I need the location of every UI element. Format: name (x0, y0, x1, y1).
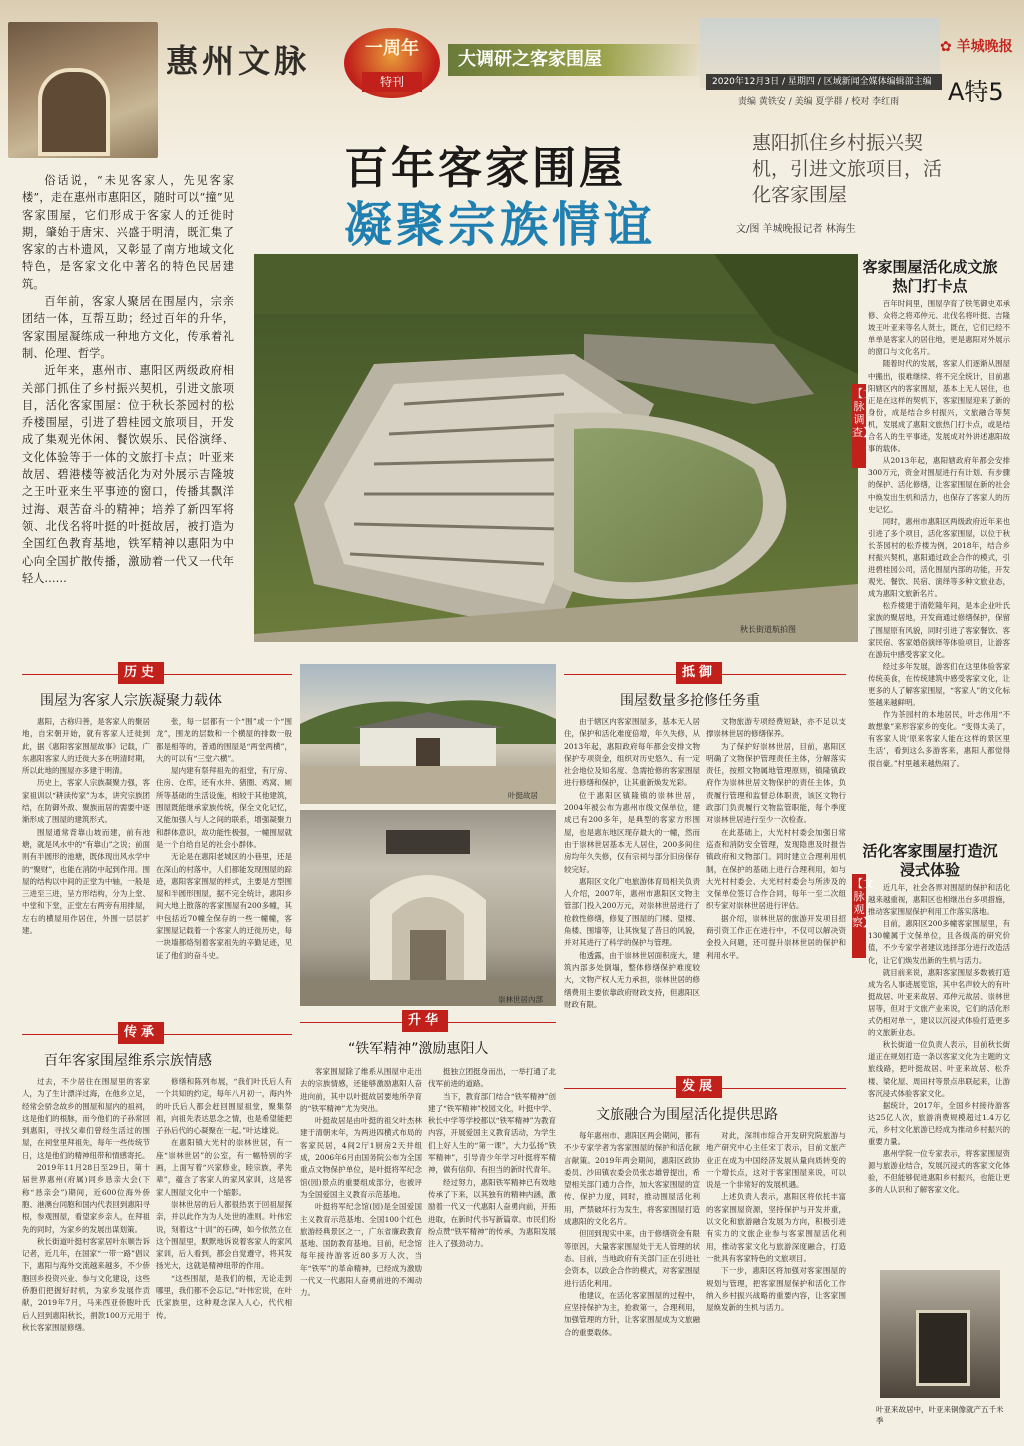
inherit-paragraph: 过去，不少居住在围屋里的客家人，为了生计漂洋过海，在他乡立足，经常会骄念故乡的围屋和屋内的祖祠，这是他们的根脉，而今他们的子孙常回到惠阳，寻找父辈们曾经生活过的围屋，在祠堂里拜祖先，每年一些传统节日，这是他们的精神纽带和情感寄托。 (22, 1077, 150, 1160)
main-photo-caption: 秋长街道航拍图 (740, 625, 796, 634)
sublime-paragraph: 叶挺将军纪念馆(园)是全国爱国主义教育示范基地、全国100个红色旅游经典景区之一，广东省廉政教育基地、国防教育基地。目前，纪念馆每年接待游客近80多万人次，当年“铁军”的革命精神，已经成为激励一代又一代惠阳人奋勇前进的不竭动力。 (300, 1202, 422, 1298)
sublime-title: “铁军精神”激励惠阳人 (348, 1041, 489, 1057)
editor-credits: 责编 黄铁安 / 美编 夏学群 / 校对 李红雨 (738, 97, 900, 107)
sublime-paragraph: 挺独立团挺身而出，一举打通了北伐军前进的道路。 (428, 1067, 556, 1089)
vertical-label-survey: 【文脉调查】 (852, 384, 866, 468)
lead-paragraph: 近年来，惠州市、惠阳区两级政府相关部门抓住了乡村振兴契机，引进文旅项目，活化客家围屋：位于秋长茶园村的松乔楼围屋，引进了碧桂园文旅项目，开发成了集观光休闲、餐饮娱乐、民俗演绎、文化体验等于一体的文旅打卡点；叶亚来故居、碧港楼等被活化为对外展示吉隆坡之王叶亚来生平事迹的窗口，传播其飘洋过海、艰苦奋斗的精神；培养了新四军将领、北伐名将叶挺的叶挺故居，被打造为全国红色教育基地，铁军精神以惠阳为中心向全国扩散传播，激励着一代又一代年轻人…… (22, 364, 234, 585)
headline-line1: 百年客家围屋 (344, 143, 626, 194)
sublime-paragraph: 当下，教育部门结合“铁军精神”创建了“铁军精神”校园文化，叶挺中学、秋长中学等学校都以“铁军精神”为教育内容，开展爱国主义教育活动，为学生们上好人生的“第一课”，大力弘扬“铁军精神”，引导青少年学习叶挺将军精神，做有信仰、有担当的新时代青年。 (428, 1091, 556, 1175)
lead-paragraph: 百年前，客家人聚居在围屋内，宗亲团结一体，互帮互助；经过百年的升华，客家围屋凝练成一种地方文化，传承着礼制、伦理、哲学。 (22, 295, 234, 360)
develop-paragraph: 上述负责人表示，惠阳区将依托丰富的客家围屋资源，坚持保护与开发并重，以文化和旅游融合发展为方向，积极引进有实力的文旅企业参与客家围屋活化利用，推动客家文化与旅游深度融合，打造一批具有客家特色的文旅项目。 (706, 1192, 846, 1263)
inherit-col-1 (22, 1076, 150, 1436)
history-paragraph: 屋内建有祭拜祖先的祖堂，有厅房、住房、仓库，还有水井、猪圈、鸡窝、厕所等基础的生活设施，相较于其他建筑，围屋既能继承家族传统，保全文化记忆，又能加强人与人之间的联系，增强凝聚力和群体意识，故功能性极强，一幢围屋就是一个自给自足的社会小群体。 (156, 766, 292, 849)
right-paragraph: 随着时代的发展，客家人们逐渐从围屋中搬出，很难继续、将不完全统计，目前惠阳辖区内的客家围屋，基本上无人居住，也正是在这样的契机下，客家围屋迎来了新的身份，成是结合乡村振兴，文旅融合等契机，发展成了惠阳文旅热门打卡点，或是结合名人的生平事迹，发展成对外讲述惠阳故事的载体。 (868, 359, 1010, 454)
sublime-col-1 (300, 1066, 422, 1436)
develop-paragraph: 他建议，在活化客家围屋的过程中，应坚持保护为主，抢救第一，合理利用，加强管理的方针，让客家围屋成为文旅融合的重要载体。 (564, 1290, 700, 1337)
right-paragraph: 作为茶园村的本地居民，叶志伟用“不敢想象”来形容家乡的变化。“变得太美了，有客家人说‘原来客家人能在这样的景区里生活’，看到这么多游客来，惠阳人都觉得很自豪。”村里越来越热闹了。 (868, 710, 1010, 768)
gate-art (300, 810, 556, 1006)
rescue-col-2 (706, 716, 846, 1058)
history-badge: 历史 (118, 662, 164, 684)
rescue-title: 围屋数量多抢修任务重 (620, 693, 760, 709)
right-paragraph: 近几年，社会各界对围屋的保护和活化越来越重视，惠阳区也相继出台多项措施，推动客家围屋保护利用工作落实落地。 (868, 883, 1010, 917)
history-col-2 (156, 716, 292, 1016)
sublime-col-2 (428, 1066, 556, 1436)
rescue-paragraph: 他透露，由于崇林世居面积庞大，建筑内部多处倒塌，整体修缮保护难度较大，文物产权人无力承担，崇林世居的修缮费用主要依靠政府财政支持，但惠阳区财政有限。 (564, 950, 700, 1009)
develop-paragraph: 但回到现实中来，由于修缮资金有限等原因，大量客家围屋处于无人管理的状态。目前，当地政府有关部门正在引进社会资本，以政企合作的模式，对客家围屋进行活化利用。 (564, 1229, 700, 1288)
vertical-label-observe: 【文脉观察】 (852, 874, 866, 958)
anniversary-label: 一周年 (365, 38, 419, 59)
bronze-statue-photo (880, 1270, 1000, 1398)
right-paragraph: 就目前来说，惠阳客家围屋多数被打造成为名人事迹展览馆，其中名声较大的有叶挺故居、叶亚来故居、邓仲元故居、崇林世居等，但对于文旅产业来说，它们的活化形式仍相对单一，建议以沉浸式体验打造更多的文旅新业态。 (868, 967, 1010, 1038)
right-paragraph: 惠州学院一位专家表示，将客家围屋资源与旅游业结合，发展沉浸式的客家文化体验，不但能够促进惠阳乡村振兴，也能让更多的人认识和了解客家文化。 (868, 1149, 1010, 1195)
survey-tag: 大调研之客家围屋 (448, 44, 704, 76)
ye-ting-house-photo (300, 664, 556, 804)
sublime-paragraph: 客家围屋除了维系从围屋中走出去的宗族情感，还能够激励惠阳人奋进向前，其中以叶挺故居要地所孕育的“铁军精神”尤为突出。 (300, 1067, 422, 1113)
inherit-badge: 传承 (118, 1022, 164, 1044)
column-title: 惠州文脉 (166, 42, 311, 80)
develop-badge: 发展 (676, 1076, 722, 1098)
sublime-badge: 升华 (402, 1010, 448, 1032)
inherit-paragraph: 修缮和陈列布展，“我们叶氏后人有一个共知的约定，每年八月初一，海内外的叶氏后人都会赶回围屋祖堂，聚集祭祖，向祖先表达思念之情，也是希望能把子孙后代的心凝聚在一起。”叶达雄说。 (156, 1077, 292, 1136)
page-number: A特5 (948, 78, 1004, 106)
newspaper-logo (940, 36, 1020, 60)
lead-paragraph: 俗话说，“未见客家人，先见客家楼”，走在惠州市惠阳区，随时可以“撞”见客家围屋，它们形成于客家人的迁徙时期，肇始于唐宋、兴盛于明清，既汇集了客家的古朴遗风，又彰显了南方地域文化特色，是客家文化中著名的特色民居建筑。 (22, 174, 234, 291)
rescue-paragraph: 惠阳区文化广电旅游体育局相关负责人介绍，2007年，惠州市惠阳区文物主管部门投入200万元，对崇林世居进行了抢救性修缮，修复了围屋的门楼、望楼、角楼、围墙等，让其恢复了昔日的风貌，并对其进行了科学的保护与管理。 (564, 876, 700, 948)
right-title-2: 活化客家围屋打造沉浸式体验 (862, 842, 998, 879)
rescue-paragraph: 为了保护好崇林世居，目前，惠阳区明确了文物保护管理责任主体，分解落实责任，按照文物属地管理原则，镇隆镇政府作为崇林世居文物保护的责任主体，负责履行管理和监督总体职责，该区文物行政部门负责履行文物监管职能，每个季度对崇林世居进行至少一次检查。 (706, 741, 846, 825)
sublime-paragraph: 经过努力，惠阳铁军精神已有效地传承了下来，以其独有的精神内涵，激励着一代又一代惠阳人奋勇向前，开拓进取，在新时代书写新篇章。市民们纷纷点赞“铁军精神”的传承，为惠阳发展注入了强劲动力。 (428, 1177, 556, 1249)
house-art (300, 664, 556, 804)
right-paragraph: 从2013年起，惠阳辖政府年都会安排300万元，资金对围屋进行有计划、有步骤的保护、活化修缮，让客家围屋在新的社会中焕发出生机和活力，也保存了客家人的历史记忆。 (868, 456, 1010, 514)
right-paragraph: 百年时间里，围屋孕育了铁笔御史邓承修、众将之将邓仲元、北伐名将叶挺、吉隆坡王叶亚来等名人贤士，既在，它们已经不单单是客家人的居住地，更是惠阳对外展示的窗口与文化名片。 (868, 299, 1010, 357)
develop-paragraph: 对此，深圳市综合开发研究院旅游与地产研究中心主任宋丁表示，目前文旅产业正在成为中国经济发展从量向质转变的一个增长点，这对于客家围屋来说，可以说是一个非常好的发展机遇。 (706, 1131, 846, 1190)
chonglin-gate-photo (300, 810, 556, 1006)
inherit-paragraph: 秋长街道叶挺村客家居叶东顺告诉记者，近几年，在国家“一带一路”倡议下，惠阳与海外交流越来越多，不少侨胞回乡投资兴业、参与文化建设，这些侨胞们把握好时机，为家乡发展作贡献，2019年7月，马来西亚侨胞叶氏后人回到惠阳秋长，捐款100万元用于秋长客家围屋修缮。 (22, 1236, 150, 1332)
rescue-col-1 (564, 716, 700, 1058)
right-paragraph: 同时，惠州市惠阳区两级政府近年来也引进了多个项目，活化客家围屋，以位于秋长茶园村的松乔楼为例，2018年，结合乡村振兴契机，惠阳通过政企合作的模式，引进碧桂园公司，活化围屋内部的功能，开发观光、餐饮、民宿、演绎等多种文旅业态，成为惠阳文旅新名片。 (868, 516, 1010, 599)
right-title-1: 客家围屋活化成文旅热门打卡点 (862, 258, 998, 295)
history-paragraph: 张，每一层都有一个“围”或一个“围龙”，围龙的层数和一个横屋的排数一般都是相等的，普通的围屋是“两堂两横”，大的可以有“三堂六横”。 (156, 717, 292, 763)
right-column-text-1 (868, 298, 1010, 800)
history-paragraph: 无论是在惠阳老城区的小巷里，还是在深山的村落中，人们都能发现围屋的踪迹，惠阳客家围屋的样式，主要是方型围屋和半圆形围屋，据不完全统计，惠阳乡间大地上散落的客家围屋有200多幢，其中包括近70幢全保存的一些一幢幢，客家围屋记载着一个客家人的迁徙历史，每一块墙都烙刻着客家祖先的辛勤足迹，见证了他们的奋斗史。 (156, 852, 292, 960)
history-paragraph: 围屋通常背靠山坡而建，前有池塘，就是风水中的“有靠山”之说；前面则有半圆形的池塘，既体现出风水学中的“聚财”，也能在消防中起到作用。围屋的结构以中间的正堂为中轴，一般是三进至三进，呈方形结构，分为上堂、中堂和下堂，正堂左右两旁有用排屋，左右的横屋用作居住，外围一层层扩建。 (22, 827, 150, 936)
right-column-text-2 (868, 882, 1010, 1266)
aerial-photo-art (254, 254, 858, 642)
develop-title: 文旅融合为围屋活化提供思路 (596, 1107, 778, 1123)
gate-photo-caption: 崇林世居內部 (498, 995, 543, 1004)
rescue-paragraph: 文物旅游专项经费短缺，亦不足以支撑崇林世居的修缮保养。 (706, 717, 846, 739)
rescue-paragraph: 在此基础上，大光村村委会加强日常巡查和消防安全管理，发现隐患及时报告镇政府和文物部门。同时建立合理利用机制，在保护的基础上进行合理利用，如与大光村村委会、大光村村委会与所涉及的文保单位签订合作合同，每年一至二次组织专家对崇林世居进行评估。 (706, 827, 846, 911)
masthead-photo (8, 22, 158, 158)
right-paragraph: 松乔楼建于清乾隆年间，是本企业叶氏家族的聚居地，开发商通过修缮保护，保留了围屋原有风貌，同时引进了客家餐饮、客家民宿、客家婚俗演绎等体验项目，让游客在游玩中感受客家文化。 (868, 601, 1010, 659)
right-paragraph: 经过多年发展，游客们在这里体验客家传统美食，在传统建筑中感受客家文化，让更多的人了解客家围屋，“客家人”的文化标签越来越鲜明。 (868, 661, 1010, 708)
inherit-title: 百年客家围屋维系宗族情感 (44, 1053, 212, 1069)
dateline: 2020年12月3日 / 星期四 / 区域新闻全媒体编辑部主编 (706, 74, 942, 90)
sublime-paragraph: 叶挺故居是由叶挺的祖父叶杰林建于清朝末年，为两进四横式布局的客家民居，4间2厅1厨房2天井组成，2006年6月由国务院公布为全国重点文物保护单位，是叶挺将军纪念馆(园)景点的重要组成部分，也被评为全国爱国主义教育示范基地。 (300, 1116, 422, 1199)
inherit-col-2 (156, 1076, 292, 1436)
subheadline: 惠阳抓住乡村振兴契机，引进文旅项目，活化客家围屋 (752, 132, 943, 206)
history-col-1 (22, 716, 150, 1016)
house-photo-caption: 叶挺故居 (508, 791, 538, 800)
develop-paragraph: 每年惠州市、惠阳区两会期间，都有不少专家学者为客家围屋的保护和活化献言献策。2019年两会期间，惠阳区政协委员、沙田镇农委会员张志雄曾提出，希望相关部门通力合作，加大客家围屋的宣传、保护力度，同时，推动围屋活化利用，严禁破坏行为发生，将客家围屋打造成惠阳的文化名片。 (564, 1131, 700, 1227)
right-paragraph: 秋长街道一位负责人表示，目前秋长街道正在规划打造一条以客家文化为主题的文旅线路，把叶挺故居、叶亚来故居、松乔楼、梁化屋、周田村等景点串联起来，让游客沉浸式体验客家文化。 (868, 1040, 1010, 1098)
right-paragraph: 目前，惠阳区200多幢客家围屋里，有130幢属于文保单位，且各级高的研究价值，不少专家学者建议选择部分进行改造活化，让它们焕发出新的生机与活力。 (868, 919, 1010, 965)
right-photo-caption: 叶亚来故居中，叶亚来铜像就产五千米季 (876, 1405, 1004, 1425)
history-title: 围屋为客家人宗族凝聚力载体 (40, 693, 222, 709)
special-issue-tag: 特刊 (362, 72, 422, 92)
inherit-paragraph: 崇林世居的后人都很热衷于回祖屋探亲，并以此作为为人处世的准则。叶伟宏说，刻着这“十训”的石碑，如今依然立在这个围屋里，默默地诉说着客家人的家风家训，后人看到，都会自觉遵守，将其发扬光大，这就是精神纽带的作用。 (156, 1199, 292, 1271)
inherit-paragraph: 2019年11月28日至29日，第十届世界惠州(府属)同乡恳亲大会(下称“恳亲会”)期间，近600位海外侨胞、港澳台同胞和国内代表回到惠阳寻根，参观围屋，看望家乡亲人，在拜祖先的同时，为家乡的发展出谋划策。 (22, 1163, 150, 1234)
develop-paragraph: 下一步，惠阳区将加强对客家围屋的规划与管理，把客家围屋保护和活化工作纳入乡村振兴战略的重要内容，让客家围屋焕发新的生机与活力。 (706, 1266, 846, 1313)
logo-icon: ✿ (940, 39, 952, 55)
history-paragraph: 惠阳，古称归善，是客家人的聚居地，自宋朝开始，就有客家人迁徙到此，据《惠阳客家围屋故事》记载，广东惠阳客家人的迁徙大多在明清时期，所以此地的围屋亦多建于明清。 (22, 717, 150, 776)
develop-col-1 (564, 1130, 700, 1436)
develop-col-2 (706, 1130, 846, 1436)
history-paragraph: 历史上，客家人宗族凝聚力强，客家祖训以“耕读传家”为本，讲究宗族团结，在防御外敌、聚族而居的需要中逐渐形成了围屋的建筑形式。 (22, 778, 150, 825)
aerial-photo (254, 254, 858, 642)
right-paragraph: 据统计，2017年，全国乡村接待游客达25亿人次，旅游消费规模超过1.4万亿元，乡村文化旅游已经成为推动乡村振兴的重要力量。 (868, 1100, 1010, 1146)
rescue-paragraph: 位于惠阳区镇隆镇的崇林世居，2004年被公布为惠州市级文保单位，建成已有200多年，是典型的客家方形围屋，也是惠东地区现存最大的一幢，然而由于崇林世居基本无人居住，200多间住房均年久失修，仅有宗祠与部分旧房保存较完好。 (564, 790, 700, 874)
inherit-paragraph: 在惠阳镇大光村的崇林世居，有一座“崇林世居”的公室，有一幅特别的字画，上面写着“兴家修业，睦宗族，孝先辈”，蕴含了客家人的家风家训，这是客家人围屋文化中一个缩影。 (156, 1138, 292, 1197)
rescue-paragraph: 由于辖区内客家围屋多，基本无人居住，保护和活化难度倍增，年久失修，从2013年起，惠阳政府每年都会安排文物保护专项资金，组织对历史悠久、有一定社会地位及知名度、急需抢修的客家围屋进行修缮和保护，让其重新焕发光彩。 (564, 717, 700, 788)
rescue-paragraph: 据介绍，崇林世居的旅游开发项目招商引资工作正在进行中，不仅可以解决资金投入问题，还可提升崇林世居的保护和利用水平。 (706, 913, 846, 960)
lead-text (22, 172, 234, 587)
inherit-paragraph: “这些围屋，是我们的根，无论走到哪里，我们都不会忘记。”叶伟宏说，在叶氏家族里，这种观念深入人心，代代相传。 (156, 1273, 292, 1320)
logo-text: 羊城晚报 (956, 39, 1013, 55)
byline: 文/图 羊城晚报记者 林海生 (736, 224, 856, 235)
headline-line2: 凝聚宗族情谊 (344, 197, 657, 253)
rescue-badge: 抵御 (676, 662, 722, 684)
